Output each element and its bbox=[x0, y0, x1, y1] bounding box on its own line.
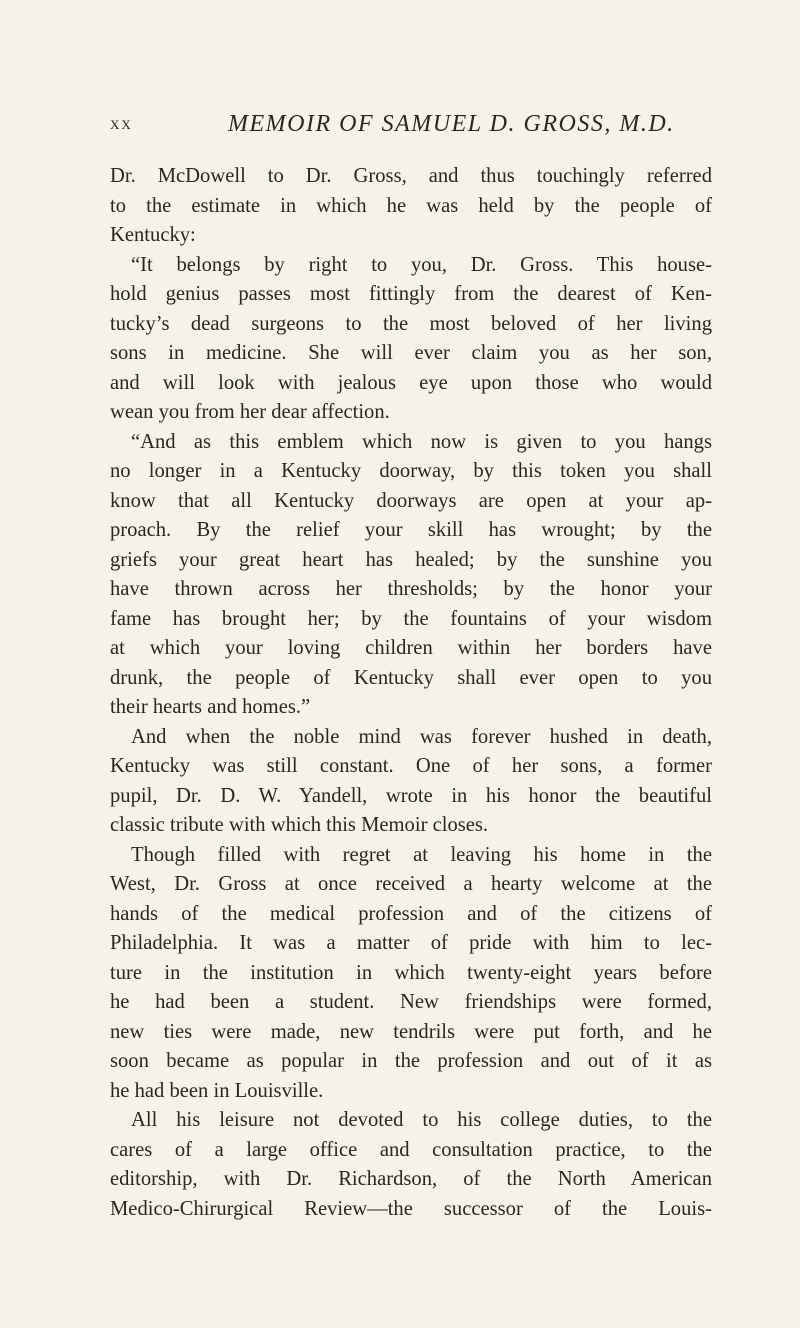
text-line: West, Dr. Gross at once received a hearty welcome at the bbox=[110, 873, 712, 895]
text-line: have thrown across her thresholds; by the honor your bbox=[110, 578, 712, 600]
text-line: tucky’s dead surgeons to the most beloved of her living bbox=[110, 312, 712, 335]
text-line: and will look with jealous eye upon those who would bbox=[110, 371, 712, 394]
text-line: soon became as popular in the profession and out of it as bbox=[110, 1050, 712, 1072]
text-line: “It belongs by right to you, Dr. Gross. This house- bbox=[131, 253, 712, 276]
text-line: Kentucky: bbox=[110, 224, 196, 246]
text-line: to the estimate in which he was held by the people of bbox=[110, 194, 712, 217]
text-line: classic tribute with which this Memoir closes. bbox=[110, 814, 489, 836]
text-line: Medico-Chirurgical Review—the successor of the Louis- bbox=[110, 1197, 712, 1220]
text-line: pupil, Dr. D. W. Yandell, wrote in his honor the beautiful bbox=[110, 784, 712, 807]
text-line: fame has brought her; by the fountains of your wisdom bbox=[110, 607, 712, 630]
text-line: sons in medicine. She will ever claim you as her son, bbox=[110, 342, 712, 364]
text-line: And when the noble mind was forever hushed in death, bbox=[131, 725, 712, 748]
text-line: he had been a student. New friendships were formed, bbox=[110, 991, 712, 1013]
text-line: at which your loving children within her borders have bbox=[110, 637, 712, 659]
text-line: new ties were made, new tendrils were put forth, and he bbox=[110, 1020, 712, 1043]
text-line: editorship, with Dr. Richardson, of the North American bbox=[110, 1168, 712, 1190]
text-line: “And as this emblem which now is given to you hangs bbox=[131, 430, 712, 453]
text-line: no longer in a Kentucky doorway, by this token you shall bbox=[110, 460, 712, 482]
text-line: hands of the medical profession and of the citizens of bbox=[110, 902, 712, 925]
text-line: cares of a large office and consultation practice, to the bbox=[110, 1138, 712, 1161]
body-text bbox=[110, 162, 712, 1224]
text-line: drunk, the people of Kentucky shall ever open to you bbox=[110, 666, 712, 689]
text-line: hold genius passes most fittingly from the dearest of Ken- bbox=[110, 283, 712, 305]
text-line: Dr. McDowell to Dr. Gross, and thus touchingly referred bbox=[110, 165, 712, 187]
text-line: Kentucky was still constant. One of her sons, a former bbox=[110, 755, 712, 777]
text-line: griefs your great heart has healed; by the sunshine you bbox=[110, 548, 712, 571]
text-line: wean you from her dear affection. bbox=[110, 401, 390, 423]
page-number: xx bbox=[110, 113, 133, 134]
text-line: Though filled with regret at leaving his home in the bbox=[131, 843, 712, 866]
text-line: All his leisure not devoted to his college duties, to the bbox=[131, 1109, 712, 1131]
text-line: ture in the institution in which twenty-eight years before bbox=[110, 961, 712, 984]
text-line: Philadelphia. It was a matter of pride with him to lec- bbox=[110, 932, 712, 954]
text-line: their hearts and homes.” bbox=[110, 696, 311, 718]
text-line: proach. By the relief your skill has wrought; by the bbox=[110, 519, 712, 541]
running-title: MEMOIR OF SAMUEL D. GROSS, M.D. bbox=[228, 111, 675, 137]
text-line: know that all Kentucky doorways are open at your ap- bbox=[110, 489, 712, 512]
text-line: he had been in Louisville. bbox=[110, 1079, 324, 1102]
running-head bbox=[110, 106, 710, 142]
